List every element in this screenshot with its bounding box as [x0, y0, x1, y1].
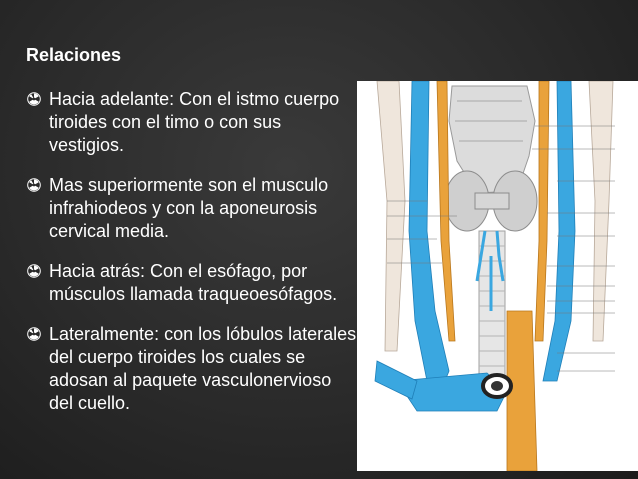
radiation-trefoil-icon — [27, 264, 41, 278]
bullet-list — [27, 88, 357, 432]
slide-title: Relaciones — [26, 45, 122, 65]
bullet-text: Hacia atrás: Con el esófago, por músculos llamada traqueoesófagos. — [49, 261, 338, 304]
radiation-trefoil-icon — [27, 92, 41, 106]
bullet-item — [27, 88, 357, 157]
neck-anatomy-illustration — [357, 81, 638, 471]
bullet-text: Hacia adelante: Con el istmo cuerpo tiroides con el timo o con sus vestigios. — [49, 89, 340, 155]
radiation-trefoil-icon — [27, 327, 41, 341]
bullet-text: Mas superiormente son el musculo infrahiodeos y con la aponeurosis cervical media. — [49, 175, 329, 241]
radiation-trefoil-icon — [27, 178, 41, 192]
bullet-item — [27, 174, 357, 243]
anatomy-drawing — [357, 81, 638, 471]
bullet-item — [27, 260, 357, 306]
bullet-item — [27, 323, 357, 415]
bullet-text: Lateralmente: con los lóbulos laterales del cuerpo tiroides los cuales se adosan al paquete vasculonervioso del cuello. — [49, 324, 357, 413]
